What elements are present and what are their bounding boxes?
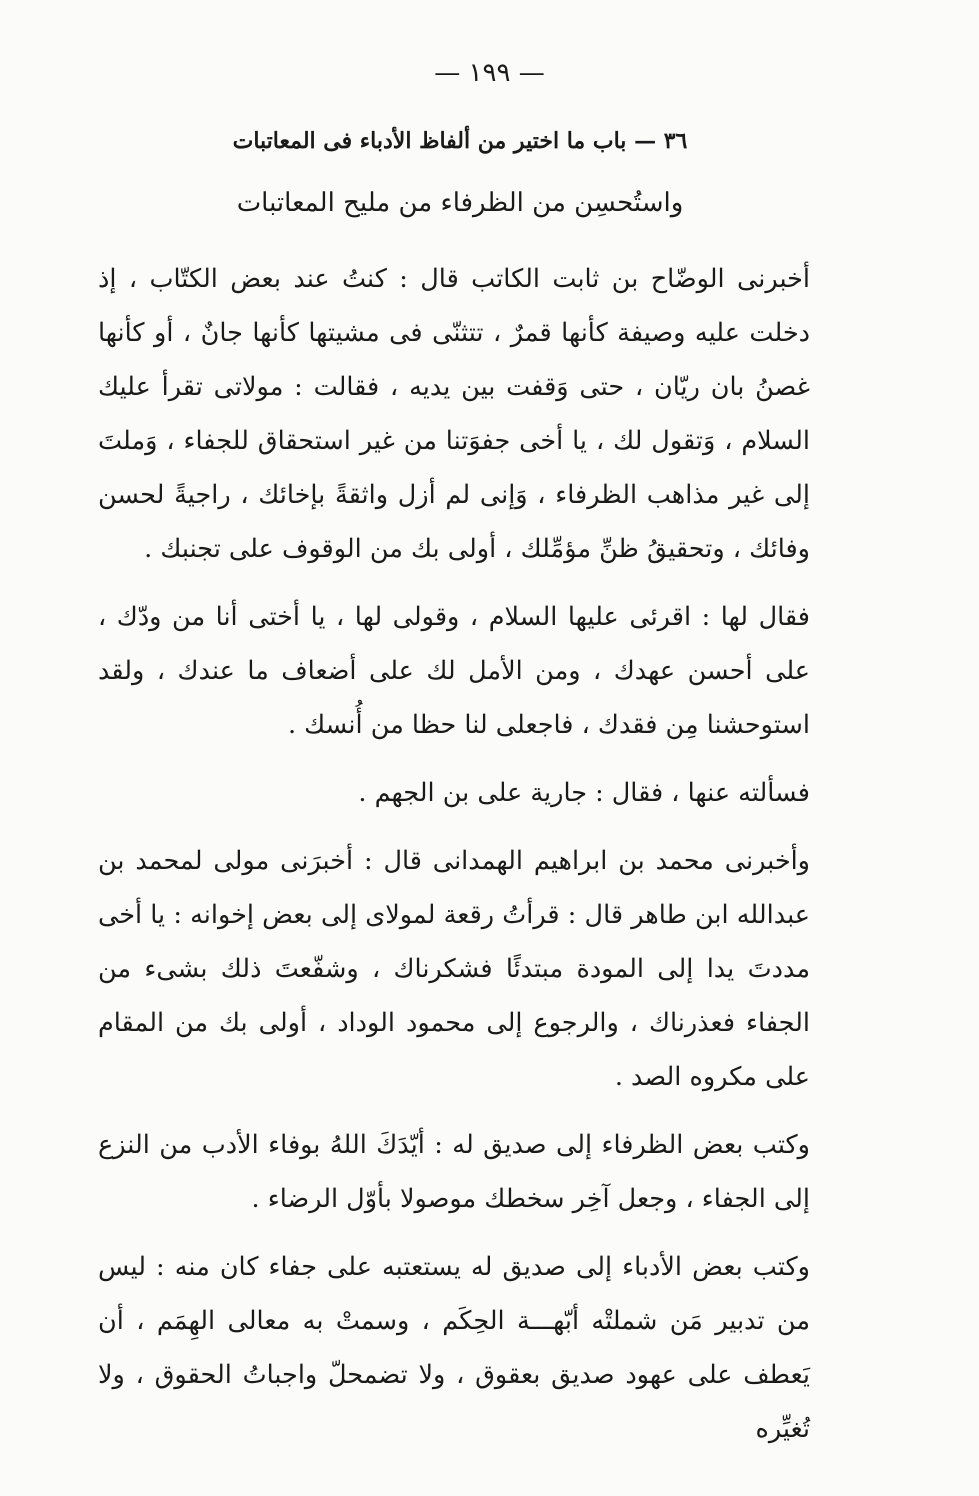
page-number: — ١٩٩ — — [434, 58, 545, 88]
paragraph-hamadani-story: وأخبرنى محمد بن ابراهيم الهمدانى قال : أخبرَنى مولى لمحمد بن عبدالله ابن طاهر قال : قرأتُ رقعة لمولاى إلى بعض إخوانه : يا أخى مددتَ يدا إلى المودة مبتدئًا فشكرناك ، وشفّعتَ ذلك بشىء من الجفاء فعذرناك ، والرجوع إلى محمود الوداد ، أولى بك من المقام على مكروه الصد . — [98, 846, 810, 1092]
chapter-subtitle: واستُحسِن من الظرفاء من مليح المعاتبات — [236, 188, 684, 218]
paragraph-waddah-story: أخبرنى الوضّاح بن ثابت الكاتب قال : كنتُ عند بعض الكتّاب ، إذ دخلت عليه وصيفة كأنها قمرٌ ، تتثنّى فى مشيتها كأنها جانٌ ، أو كأنها غصنُ بان ريّان ، حتى وَقفت بين يديه ، فقالت : مولاتى تقرأ عليك السلام ، وَتقول لك ، يا أخى جفوَتنا من غير استحقاق للجفاء ، وَملتَ إلى غير مذاهب الظرفاء ، وَإنى لم أزل واثقةً بإخائك ، راجيةً لحسن وفائك ، وتحقيقُ ظنِّ مؤمِّلك ، أولى بك من الوقوف على تجنبك . — [98, 264, 810, 564]
body-text — [98, 252, 810, 1456]
paragraph-question: فسألته عنها ، فقال : جارية على بن الجهم . — [358, 778, 810, 808]
chapter-title: ٣٦ — باب ما اختير من ألفاظ الأدباء فى المعاتبات — [232, 128, 688, 154]
paragraph-udaba-letter: وكتب بعض الأدباء إلى صديق له يستعتبه على جفاء كان منه : ليس من تدبير مَن شملتْه أبّهـــة الحِكَم ، وسمتْ به معالى الهِمَم ، أن يَعطف على عهود صديق بعقوق ، ولا تضمحلّ واجباتُ الحقوق ، ولا تُغيِّره — [98, 1252, 810, 1444]
paragraph-reply: فقال لها : اقرئى عليها السلام ، وقولى لها ، يا أختى أنا من ودّك ، على أحسن عهدك ، ومن الأمل لك على أضعاف ما عندك ، ولقد استوحشنا مِن فقدك ، فاجعلى لنا حظا من أُنسك . — [98, 602, 810, 740]
paragraph-zurafa-letter: وكتب بعض الظرفاء إلى صديق له : أيّدَكَ اللهُ بوفاء الأدب من النزع إلى الجفاء ، وجعل آخِر سخطك موصولا بأوّل الرضاء . — [98, 1130, 810, 1214]
